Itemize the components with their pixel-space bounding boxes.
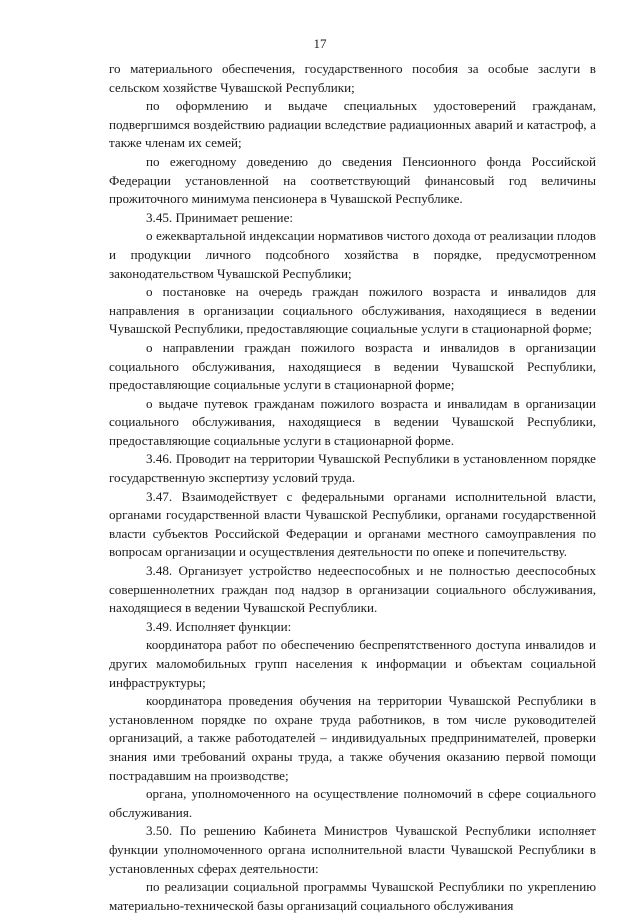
section-heading: 3.45. Принимает решение: <box>146 209 294 225</box>
paragraph: о ежеквартальной индексации нормативов чистого дохода от реализации плодов и продукции личного подсобного хозяйства в порядке, предусмотренном законодательством Чувашской Республики; <box>109 228 596 281</box>
paragraph: 3.46. Проводит на территории Чувашской Республики в установленном порядке государственную экспертизу условий труда. <box>109 451 596 486</box>
paragraph: по оформлению и выдаче специальных удостоверений гражданам, подвергшимся воздействию радиации вследствие радиационных аварий и катастроф, а также членам их семей; <box>109 98 596 151</box>
paragraph: координатора работ по обеспечению беспрепятственного доступа инвалидов и других маломобильных групп населения к информации и объектам социальной инфраструктуры; <box>109 637 596 690</box>
paragraph: го материального обеспечения, государственного пособия за особые заслуги в сельском хозяйстве Чувашской Республики; <box>109 61 596 95</box>
paragraph: о направлении граждан пожилого возраста и инвалидов в организации социального обслуживания, находящиеся в ведении Чувашской Республики, предоставляющие социальные услуги в стационарной форме; <box>109 339 596 393</box>
paragraph: координатора проведения обучения на территории Чувашской Республики в установленном порядке по охране труда работников, в том числе руководителей организаций, а также работодателей – индивидуальных предпринимателей, проверки знания ими требований охраны труда, а также обучения оказанию первой помощи пострадавшим на производстве; <box>109 693 596 783</box>
paragraph: о выдаче путевок гражданам пожилого возраста и инвалидам в организации социального обслуживания, находящиеся в ведении Чувашской Республики, предоставляющие социальные услуги в стационарной форме. <box>109 395 596 448</box>
paragraph: о постановке на очередь граждан пожилого возраста и инвалидов для направления в организации социального обслуживания, находящиеся в ведении Чувашской Республики, предоставляющие социальные услуги в стационарной форме; <box>109 284 596 337</box>
paragraph: 3.47. Взаимодействует с федеральными органами исполнительной власти, органами государственной власти Чувашской Республики, органами государственной власти субъектов Российской Федерации и органами местного самоуправления по вопросам организации и осуществления деятельности по опеке и попечительству. <box>109 488 596 560</box>
paragraph: 3.48. Организует устройство недееспособных и не полностью дееспособных совершеннолетних граждан под надзор в организации социального обслуживания, находящиеся в ведении Чувашской Республики. <box>109 563 596 616</box>
section-heading: 3.49. Исполняет функции: <box>146 618 292 634</box>
paragraph: по ежегодному доведению до сведения Пенсионного фонда Российской Федерации установленной на соответствующий финансовый год величины прожиточного минимума пенсионера в Чувашской Республике. <box>109 153 596 207</box>
paragraph: органа, уполномоченного на осуществление полномочий в сфере социального обслуживания. <box>109 786 596 820</box>
paragraph: 3.50. По решению Кабинета Министров Чувашской Республики исполняет функции уполномоченного органа исполнительной власти Чувашской Республики в установленных сферах деятельности: <box>109 823 596 876</box>
paragraph: по реализации социальной программы Чувашской Республики по укреплению материально-технической базы организаций социального обслуживания <box>109 879 596 913</box>
document-body <box>109 60 596 915</box>
page-number: 17 <box>313 36 327 51</box>
